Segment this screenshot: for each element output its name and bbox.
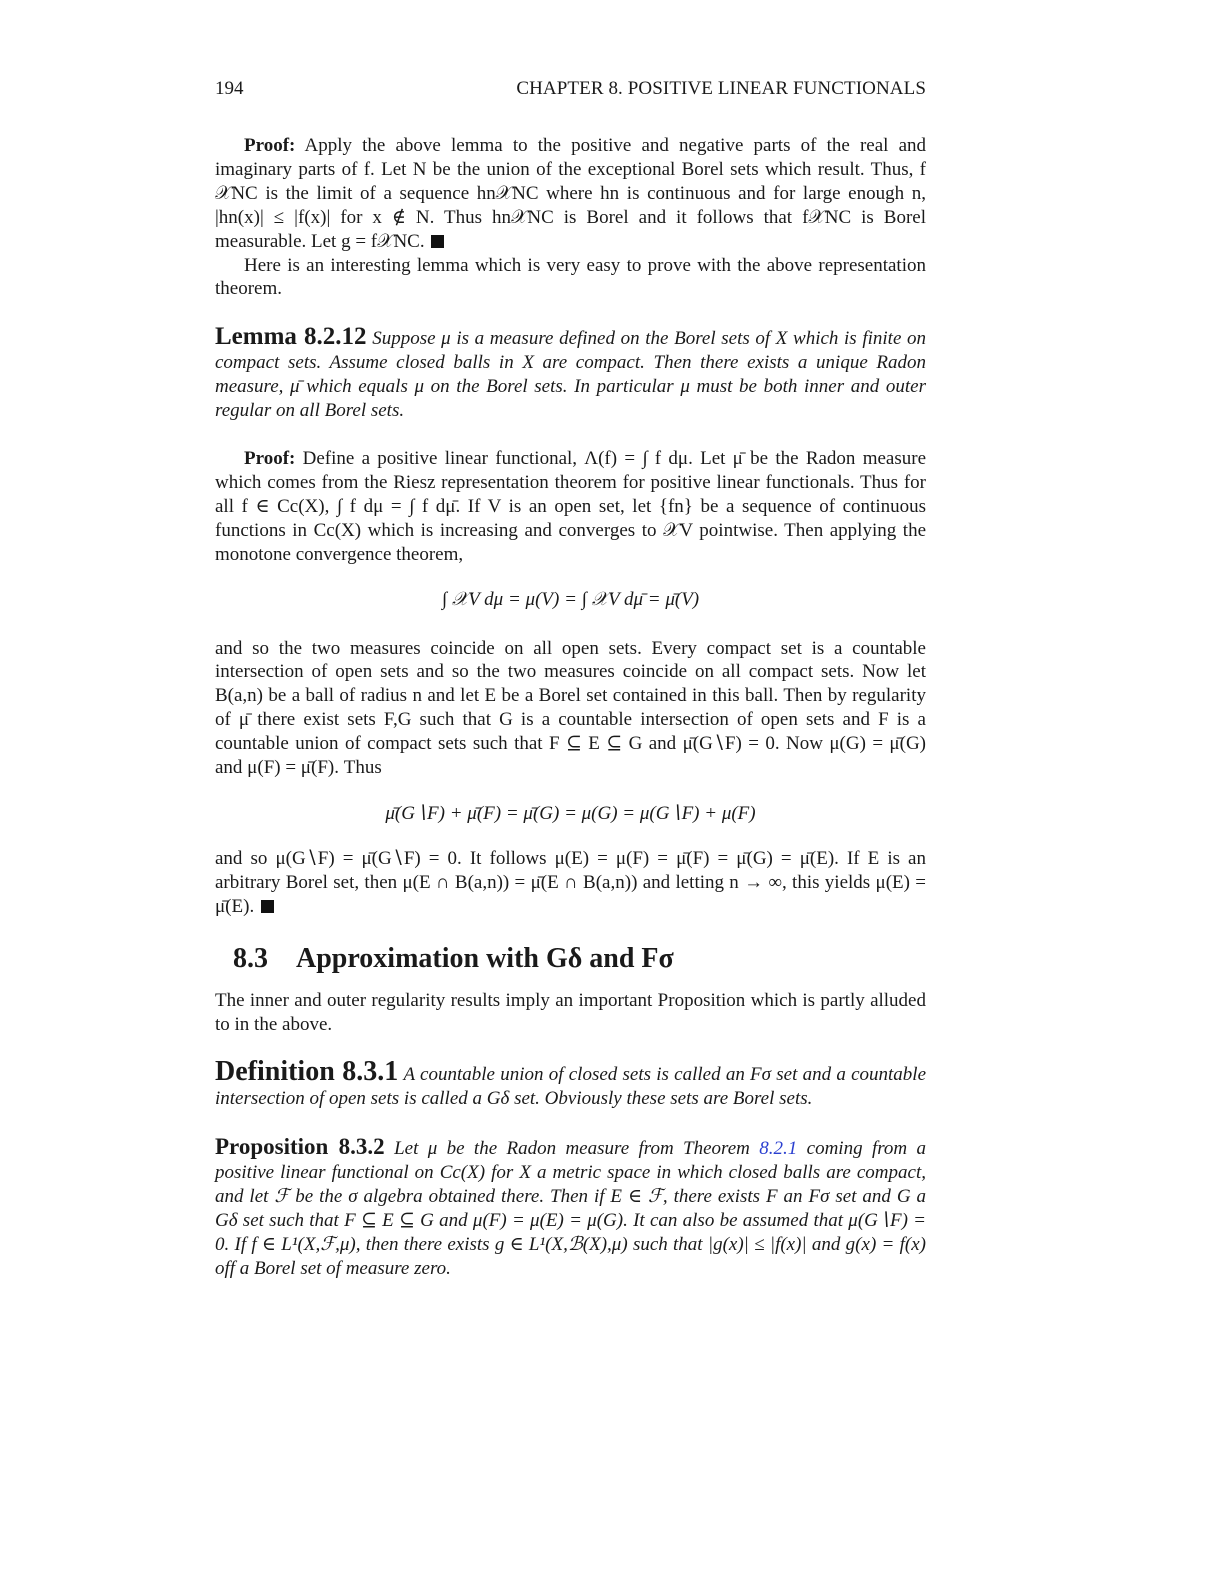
conclusion-paragraph: [215, 847, 926, 919]
definition-label: Definition 8.3.1: [215, 1056, 399, 1088]
display-equation-1: ∫ 𝒳V dμ = μ(V) = ∫ 𝒳V dμ̄ = μ̄(V): [441, 588, 700, 610]
proposition-text-b: coming from a positive linear functional on Cc(X) for X a metric space in which closed balls are compact, and let ℱ be the σ algebra obtained there. Then if E ∈ ℱ, there exists F an Fσ set and G a Gδ set such that F ⊆ E ⊆ G and μ(F) = μ(E) = μ(G). It can also be assumed that μ(G∖F) = 0. If f ∈ L¹(X,ℱ,μ), then there exists g ∈ L¹(X,ℬ(X),μ) such that |g(x)| ≤ |f(x)| and g(x) = f(x) off a Borel set of measure zero.: [215, 1138, 927, 1279]
qed-square-icon: [261, 900, 274, 913]
intro-paragraph: Here is an interesting lemma which is very easy to prove with the above representation theorem.: [215, 254, 926, 300]
conclusion-text: and so μ(G∖F) = μ̄(G∖F) = 0. It follows μ(E) = μ(F) = μ̄(F) = μ̄(G) = μ̄(E). If E is an arbitrary Borel set, then μ(E ∩ B(a,n)) = μ̄(E ∩ B(a,n)) and letting n → ∞, this yields μ(E) = μ̄(E).: [215, 847, 926, 917]
running-title: CHAPTER 8. POSITIVE LINEAR FUNCTIONALS: [516, 78, 926, 99]
proof-paragraph-2: [215, 447, 926, 567]
display-equation-2: μ̄(G∖F) + μ̄(F) = μ̄(G) = μ(G) = μ(G∖F) + μ(F): [385, 802, 756, 824]
proposition-label: Proposition 8.3.2: [215, 1134, 385, 1160]
qed-square-icon: [431, 235, 444, 248]
lemma-label: Lemma 8.2.12: [215, 323, 367, 351]
proof-label: Proof:: [244, 135, 296, 156]
page-number: 194: [215, 78, 244, 99]
coincide-paragraph: and so the two measures coincide on all open sets. Every compact set is a countable intersection of open sets and so the two measures coincide on all compact sets. Now let B(a,n) be a ball of radius n and let E be a Borel set contained in this ball. Then by regularity of μ̄ there exist sets F,G such that G is a countable intersection of open sets and F is a countable union of compact sets such that F ⊆ E ⊆ G and μ̄(G∖F) = 0. Now μ(G) = μ̄(G) and μ(F) = μ̄(F). Thus: [215, 637, 926, 779]
page-content: [215, 72, 926, 1281]
section-heading: [233, 943, 926, 975]
section-number: 8.3: [233, 942, 268, 974]
definition-block: [215, 1056, 927, 1111]
proof-paragraph-1: [215, 134, 926, 254]
theorem-reference-link[interactable]: 8.2.1: [759, 1138, 798, 1160]
running-header: [215, 72, 926, 102]
section-intro-paragraph: The inner and outer regularity results imply an important Proposition which is partly alluded to in the above.: [215, 989, 926, 1035]
proof-text: Define a positive linear functional, Λ(f) = ∫ f dμ. Let μ̄ be the Radon measure which comes from the Riesz representation theorem for positive linear functionals. Thus for all f ∈ Cc(X), ∫ f dμ = ∫ f dμ̄. If V is an open set, let {fn} be a sequence of continuous functions in Cc(X) which is increasing and converges to 𝒳V pointwise. Then applying the monotone convergence theorem,: [215, 447, 927, 565]
lemma-text: Suppose μ is a measure defined on the Borel sets of X which is finite on compact sets. Assume closed balls in X are compact. Then there exists a unique Radon measure, μ̄ which equals μ on the Borel sets. In particular μ must be both inner and outer regular on all Borel sets.: [215, 328, 927, 422]
section-title: Approximation with Gδ and Fσ: [296, 942, 674, 974]
lemma-block: [215, 325, 926, 423]
proposition-text-a: Let μ be the Radon measure from Theorem: [394, 1138, 750, 1160]
proof-label: Proof:: [244, 447, 296, 469]
definition-text: A countable union of closed sets is called an Fσ set and a countable intersection of open sets is called a Gδ set. Obviously these sets are Borel sets.: [215, 1064, 927, 1110]
proof-text: Apply the above lemma to the positive and negative parts of the real and imaginary parts of f. Let N be the union of the exceptional Borel sets which result. Thus, f 𝒳NC is the limit of a sequence hn𝒳NC where hn is continuous and for large enough n, |hn(x)| ≤ |f(x)| for x ∉ N. Thus hn𝒳NC is Borel and it follows that f𝒳NC is Borel measurable. Let g = f𝒳NC.: [215, 135, 927, 252]
proposition-block: [215, 1135, 926, 1280]
